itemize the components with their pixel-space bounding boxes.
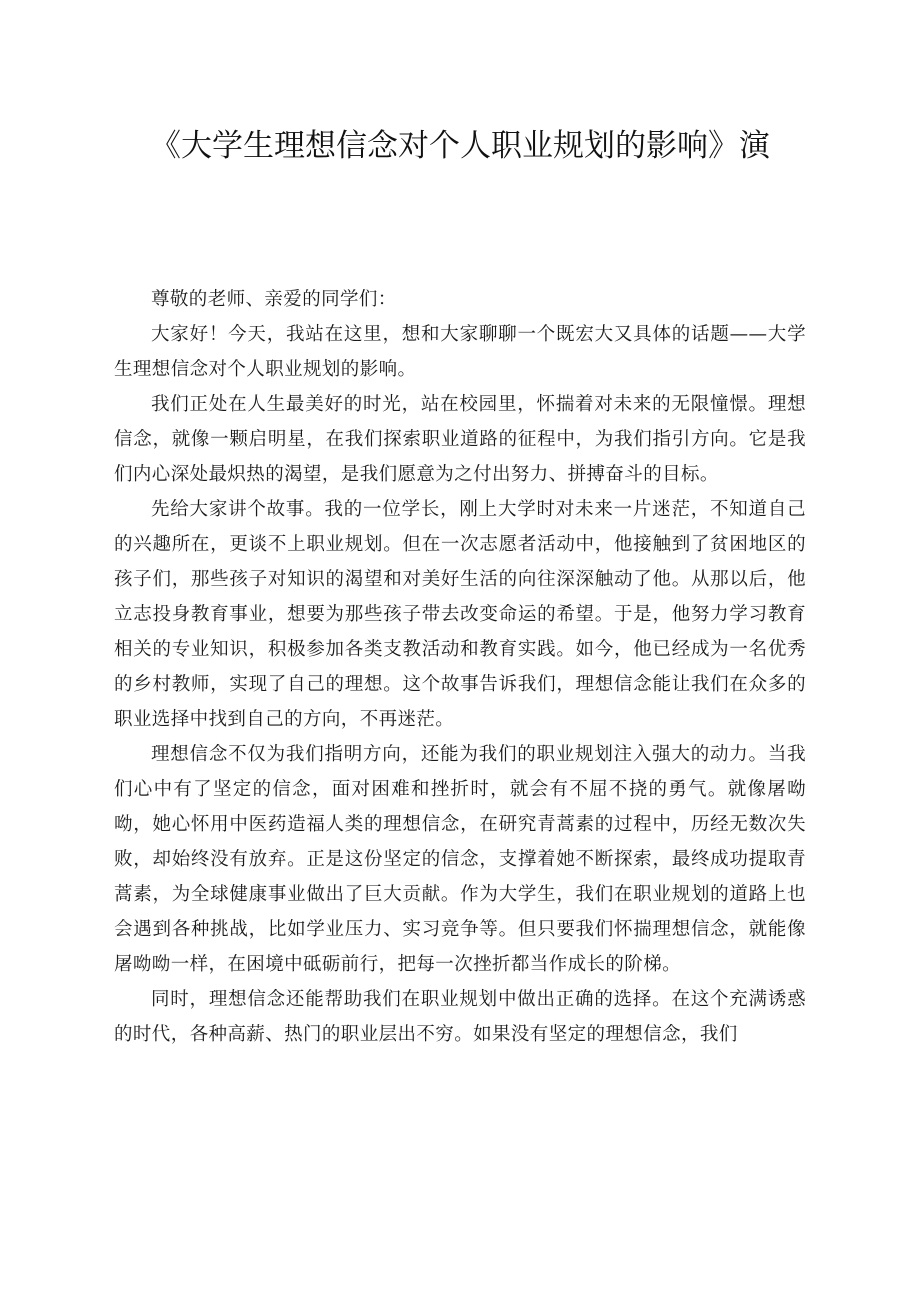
paragraph-greeting: 大家好！今天，我站在这里，想和大家聊聊一个既宏大又具体的话题——大学生理想信念对个人职业规划的影响。 (114, 324, 806, 380)
paragraph-salutation: 尊敬的老师、亲爱的同学们： (151, 289, 397, 310)
paragraph-motivation: 理想信念不仅为我们指明方向，还能为我们的职业规划注入强大的动力。当我们心中有了坚定的信念，面对困难和挫折时，就会有不屈不挠的勇气。就像屠呦呦，她心怀用中医药造福人类的理想信念，在研究青蒿素的过程中，历经无数次失败，却始终没有放弃。正是这份坚定的信念，支撑着她不断探索，最终成功提取青蒿素，为全球健康事业做出了巨大贡献。作为大学生，我们在职业规划的道路上也会遇到各种挑战，比如学业压力、实习竞争等。但只要我们怀揣理想信念，就能像屠呦呦一样，在困境中砥砺前行，把每一次挫折都当作成长的阶梯。 (114, 744, 806, 975)
document-body (114, 282, 806, 1052)
paragraph-right-choice: 同时，理想信念还能帮助我们在职业规划中做出正确的选择。在这个充满诱惑的时代，各种高薪、热门的职业层出不穷。如果没有坚定的理想信念，我们 (114, 989, 806, 1045)
paragraph-ideal-belief: 我们正处在人生最美好的时光，站在校园里，怀揣着对未来的无限憧憬。理想信念，就像一颗启明星，在我们探索职业道路的征程中，为我们指引方向。它是我们内心深处最炽热的渴望，是我们愿意为之付出努力、拼搏奋斗的目标。 (114, 394, 806, 485)
document-title: 《大学生理想信念对个人职业规划的影响》演 (150, 128, 770, 164)
paragraph-senior-story: 先给大家讲个故事。我的一位学长，刚上大学时对未来一片迷茫，不知道自己的兴趣所在，更谈不上职业规划。但在一次志愿者活动中，他接触到了贫困地区的孩子们，那些孩子对知识的渴望和对美好生活的向往深深触动了他。从那以后，他立志投身教育事业，想要为那些孩子带去改变命运的希望。于是，他努力学习教育相关的专业知识，积极参加各类支教活动和教育实践。如今，他已经成为一名优秀的乡村教师，实现了自己的理想。这个故事告诉我们，理想信念能让我们在众多的职业选择中找到自己的方向，不再迷茫。 (114, 499, 806, 730)
